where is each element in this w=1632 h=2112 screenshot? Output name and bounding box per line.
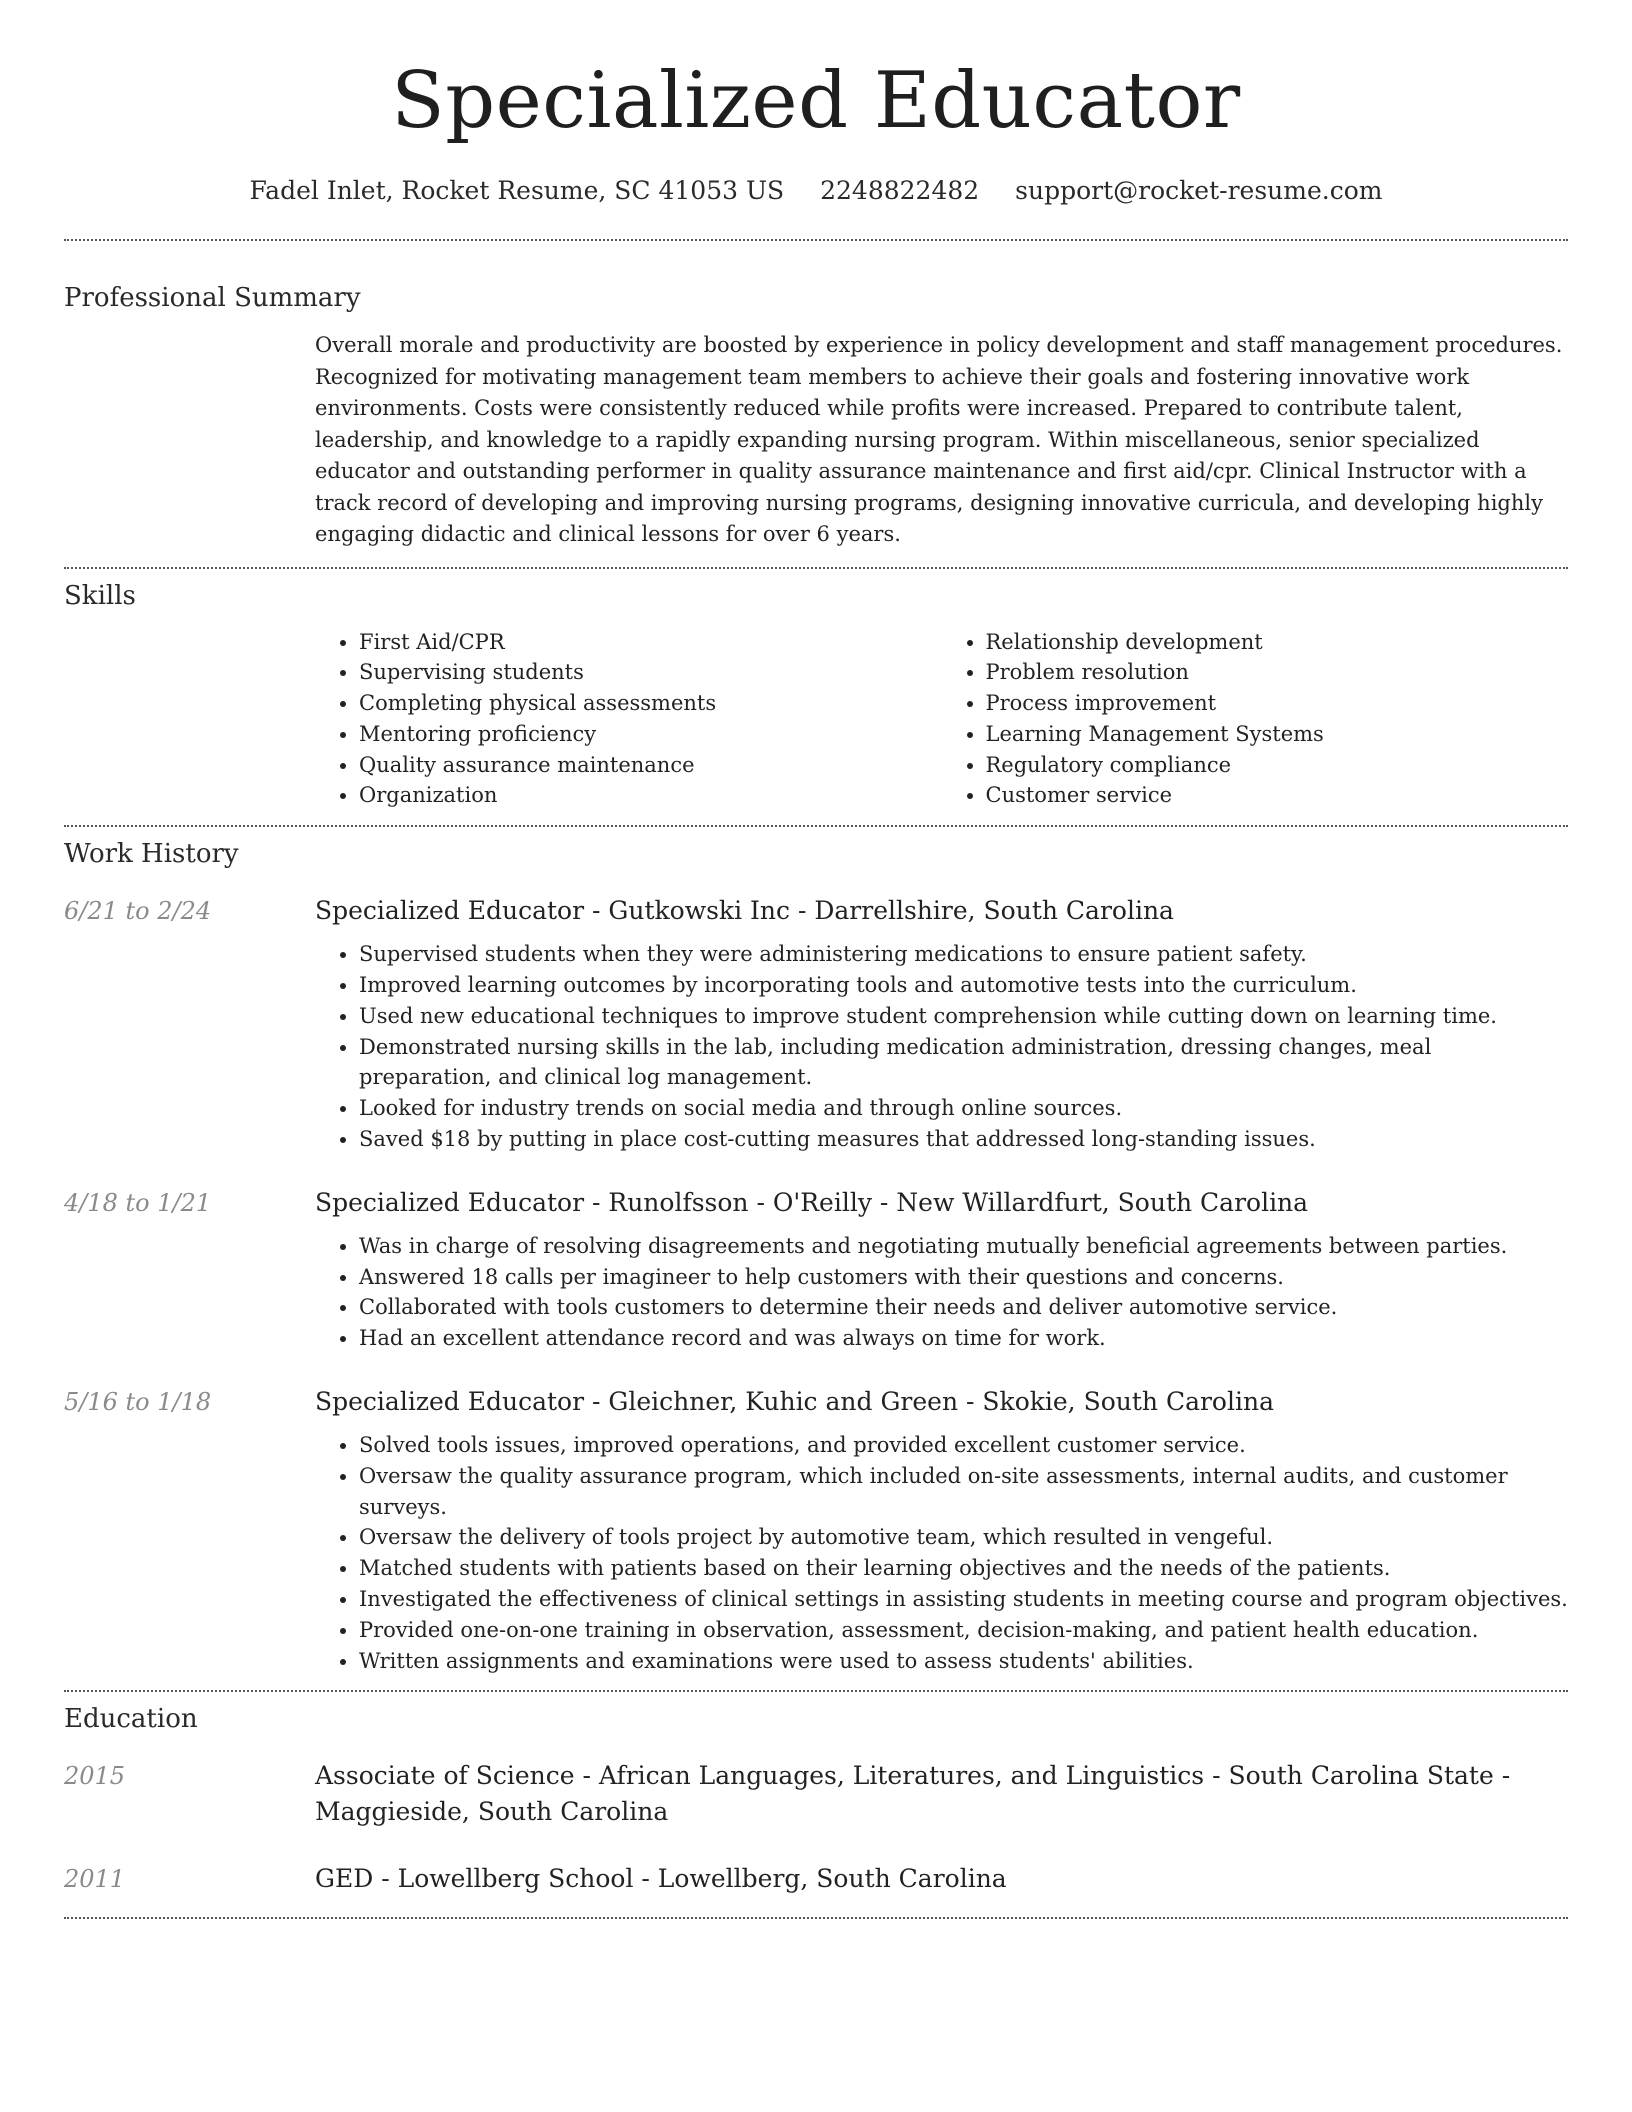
job-bullet: • Saved $18 by putting in place cost-cutting measures that addressed long-standing issues. — [359, 1124, 1568, 1155]
skill-item: • Regulatory compliance — [986, 750, 1569, 781]
skill-item: • Organization — [359, 780, 942, 811]
education-year: 2015 — [64, 1762, 126, 1791]
job-title: Specialized Educator - Runolfsson - O'Reilly - New Willardfurt, South Carolina — [315, 1187, 1309, 1217]
job-bullet: • Matched students with patients based on their learning objectives and the needs of the patients. — [359, 1553, 1568, 1584]
skill-item: • Learning Management Systems — [986, 719, 1569, 750]
education-heading: Education — [64, 1704, 198, 1735]
skill-item: • Customer service — [986, 780, 1569, 811]
job-title: Specialized Educator - Gleichner, Kuhic and Green - Skokie, South Carolina — [315, 1387, 1274, 1417]
job-bullets — [315, 1430, 1568, 1676]
divider — [64, 825, 1568, 827]
job-entry — [64, 1384, 1568, 1676]
divider — [64, 567, 1568, 569]
skill-item: • Problem resolution — [986, 657, 1569, 688]
job-dates: 5/16 to 1/18 — [64, 1388, 212, 1417]
job-bullet: • Written assignments and examinations were used to assess students' abilities. — [359, 1646, 1568, 1677]
education-entry — [64, 1861, 1568, 1897]
contact-address: Fadel Inlet, Rocket Resume, SC 41053 US — [249, 176, 785, 205]
education-title: GED - Lowellberg School - Lowellberg, South Carolina — [315, 1864, 1007, 1894]
summary-text: Overall morale and productivity are boosted by experience in policy development and staff management procedures. Recognized for motivating management team members to achieve their goals and fostering innovative work environments. Costs were consistently reduced while profits were increased. Prepared to contribute talent, leadership, and knowledge to a rapidly expanding nursing program. Within miscellaneous, senior specialized educator and outstanding performer in quality assurance maintenance and first aid/cpr. Clinical Instructor with a track record of developing and improving nursing programs, designing innovative curricula, and developing highly engaging didactic and clinical lessons for over 6 years. — [315, 333, 1563, 546]
job-bullet: • Demonstrated nursing skills in the lab, including medication administration, dressing changes, meal preparation, and clinical log management. — [359, 1032, 1568, 1094]
skill-item: • Relationship development — [986, 627, 1569, 658]
skills-column-right — [942, 627, 1569, 812]
education-title: Associate of Science - African Languages, Literatures, and Linguistics - South Carolina State - Maggieside, South Carolina — [315, 1761, 1511, 1827]
skill-item: • Quality assurance maintenance — [359, 750, 942, 781]
skill-item: • Process improvement — [986, 688, 1569, 719]
skill-item: • Completing physical assessments — [359, 688, 942, 719]
divider — [64, 239, 1568, 241]
job-bullet: • Oversaw the quality assurance program, which included on-site assessments, internal audits, and customer surveys. — [359, 1461, 1568, 1523]
job-dates: 6/21 to 2/24 — [64, 897, 212, 926]
job-bullet: • Supervised students when they were administering medications to ensure patient safety. — [359, 939, 1568, 970]
job-bullet: • Oversaw the delivery of tools project by automotive team, which resulted in vengeful. — [359, 1522, 1568, 1553]
job-bullet: • Improved learning outcomes by incorporating tools and automotive tests into the curriculum. — [359, 970, 1568, 1001]
job-bullet: • Provided one-on-one training in observation, assessment, decision-making, and patient health education. — [359, 1615, 1568, 1646]
skills-column-left — [315, 627, 942, 812]
contact-phone: 2248822482 — [820, 176, 980, 205]
skill-item: • Mentoring proficiency — [359, 719, 942, 750]
job-title: Specialized Educator - Gutkowski Inc - Darrellshire, South Carolina — [315, 896, 1174, 926]
job-bullet: • Used new educational techniques to improve student comprehension while cutting down on learning time. — [359, 1001, 1568, 1032]
resume-name: Specialized Educator — [391, 56, 1241, 146]
job-entry — [64, 893, 1568, 1155]
summary-heading: Professional Summary — [64, 283, 361, 313]
job-dates: 4/18 to 1/21 — [64, 1188, 212, 1217]
divider — [64, 1917, 1568, 1919]
skills-heading: Skills — [64, 580, 136, 611]
contact-email: support@rocket-resume.com — [1015, 176, 1383, 205]
skill-item: • First Aid/CPR — [359, 627, 942, 658]
divider — [64, 1690, 1568, 1692]
job-bullet: • Investigated the effectiveness of clinical settings in assisting students in meeting course and program objectives. — [359, 1584, 1568, 1615]
job-entry — [64, 1185, 1568, 1354]
job-bullet: • Answered 18 calls per imagineer to help customers with their questions and concerns. — [359, 1262, 1568, 1293]
resume-page — [64, 0, 1568, 1919]
job-bullet: • Was in charge of resolving disagreements and negotiating mutually beneficial agreements between parties. — [359, 1231, 1568, 1262]
skill-item: • Supervising students — [359, 657, 942, 688]
contact-line — [64, 176, 1568, 205]
job-bullets — [315, 1231, 1568, 1354]
skills-list — [315, 627, 1568, 812]
work-heading: Work History — [64, 839, 239, 870]
education-year: 2011 — [64, 1865, 126, 1894]
job-bullet: • Solved tools issues, improved operations, and provided excellent customer service. — [359, 1430, 1568, 1461]
job-bullet: • Had an excellent attendance record and was always on time for work. — [359, 1323, 1568, 1354]
job-bullet: • Collaborated with tools customers to determine their needs and deliver automotive service. — [359, 1292, 1568, 1323]
job-bullets — [315, 939, 1568, 1155]
education-entry — [64, 1758, 1568, 1830]
job-bullet: • Looked for industry trends on social media and through online sources. — [359, 1093, 1568, 1124]
